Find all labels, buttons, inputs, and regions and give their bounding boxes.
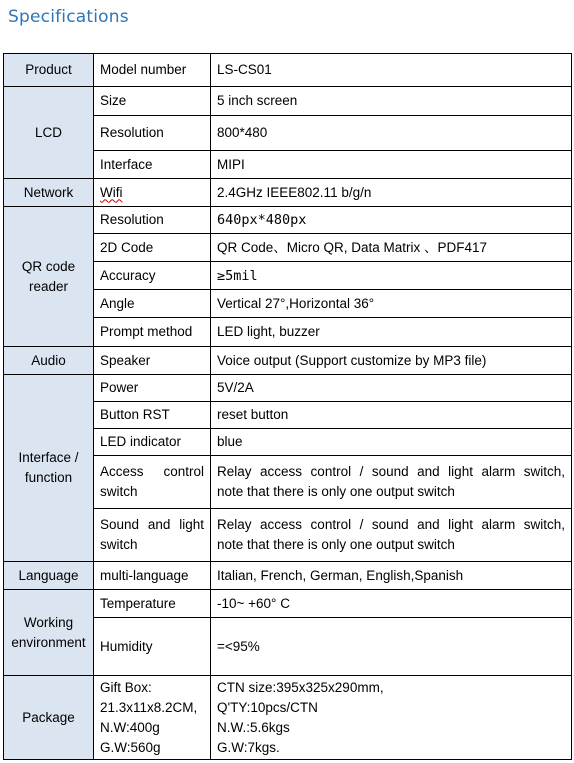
spec-key-line: Sound and light (100, 517, 204, 532)
spec-key: LED indicator (94, 429, 211, 456)
table-row (4, 562, 572, 590)
spec-key: Interface (94, 151, 211, 179)
spec-key-line: Gift Box: (100, 679, 152, 695)
spec-value: Italian, French, German, English,Spanish (211, 562, 572, 590)
spec-value (211, 456, 572, 509)
category-label-line: function (24, 470, 73, 485)
spec-key (94, 179, 211, 207)
spec-value: blue (211, 429, 572, 456)
spec-value (211, 676, 572, 760)
category-language: Language (4, 562, 94, 590)
category-label-line: environment (11, 634, 86, 650)
spec-key (94, 509, 211, 562)
specifications-table (3, 53, 572, 760)
table-row (4, 347, 572, 375)
table-row (4, 676, 572, 760)
spec-key-line: switch (100, 537, 138, 552)
spec-key: multi-language (94, 562, 211, 590)
spec-value-line: note that there is only one output switch (217, 537, 455, 552)
category-label-line: Interface / (18, 450, 79, 465)
category-label-line: reader (28, 278, 69, 294)
spec-key: Accuracy (94, 262, 211, 290)
spec-key-line: N.W:400g (100, 719, 160, 735)
spec-value: 2.4GHz IEEE802.11 b/g/n (211, 179, 572, 207)
spec-key: Speaker (94, 347, 211, 375)
spec-value-line: N.W.:5.6kgs (217, 719, 290, 735)
category-qr-code-reader (4, 207, 94, 347)
spec-key: Resolution (94, 116, 211, 151)
spec-key: Power (94, 375, 211, 402)
category-package: Package (4, 676, 94, 760)
spec-value: ≥5mil (211, 262, 572, 290)
spec-key (94, 676, 211, 760)
table-row (4, 87, 572, 116)
spec-value: =<95% (211, 618, 572, 676)
spec-value: 640px*480px (211, 207, 572, 234)
spec-value-line: G.W:7kgs. (217, 739, 280, 755)
spec-value: 800*480 (211, 116, 572, 151)
table-row (4, 54, 572, 87)
spec-key: Prompt method (94, 318, 211, 347)
spec-value: Voice output (Support customize by MP3 file) (211, 347, 572, 375)
spec-key (94, 456, 211, 509)
spec-key-line: G.W:560g (100, 739, 161, 755)
spec-key-line: switch (100, 484, 138, 499)
category-working-environment (4, 590, 94, 676)
category-network: Network (4, 179, 94, 207)
spec-value-line: Relay access control / sound and light alarm switch, (217, 464, 565, 479)
spec-value: Vertical 27°,Horizontal 36° (211, 290, 572, 318)
table-row (4, 590, 572, 618)
spec-key: Temperature (94, 590, 211, 618)
category-label-line: Working (23, 614, 74, 630)
spec-key-line: 21.3x11x8.2CM, (100, 699, 198, 715)
category-audio: Audio (4, 347, 94, 375)
spec-key: Model number (94, 54, 211, 87)
table-row (4, 375, 572, 402)
table-row (4, 179, 572, 207)
spec-value: 5V/2A (211, 375, 572, 402)
spec-value: -10~ +60° C (211, 590, 572, 618)
spec-value: LED light, buzzer (211, 318, 572, 347)
spec-key: Humidity (94, 618, 211, 676)
page-title: Specifications (8, 7, 129, 27)
spec-value-line: Q'TY:10pcs/CTN (217, 699, 318, 715)
table-row (4, 207, 572, 234)
spec-key: Angle (94, 290, 211, 318)
spec-key-line: Access control (100, 464, 204, 479)
spec-value: 5 inch screen (211, 87, 572, 116)
spec-key: 2D Code (94, 234, 211, 262)
category-lcd: LCD (4, 87, 94, 179)
spec-value: MIPI (211, 151, 572, 179)
spec-value: LS-CS01 (211, 54, 572, 87)
spec-value: QR Code、Micro QR, Data Matrix 、PDF417 (211, 234, 572, 262)
spec-value: reset button (211, 402, 572, 429)
category-interface-function (4, 375, 94, 562)
spec-value-line: note that there is only one output switch (217, 484, 455, 499)
category-label-line: QR code (21, 258, 76, 274)
spec-key: Button RST (94, 402, 211, 429)
spec-key: Size (94, 87, 211, 116)
spec-value-line: Relay access control / sound and light alarm switch, (217, 517, 565, 532)
spec-value (211, 509, 572, 562)
spec-value-line: CTN size:395x325x290mm, (217, 679, 384, 695)
spec-key-label: Wifi (100, 184, 123, 200)
category-product: Product (4, 54, 94, 87)
spec-key: Resolution (94, 207, 211, 234)
